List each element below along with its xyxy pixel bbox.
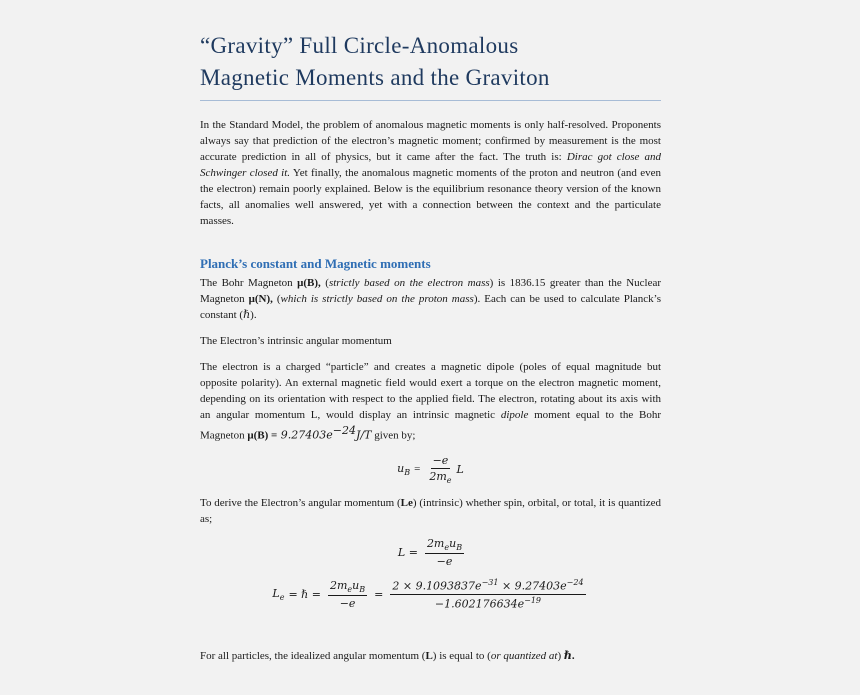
eq2-fraction xyxy=(425,537,464,568)
p1-e: ( xyxy=(272,293,281,305)
eq1-numerator: −e xyxy=(432,453,449,467)
p5-L: L xyxy=(425,650,433,663)
eq2-num-sub: e xyxy=(444,543,450,553)
p4-a: To derive the Electron’s angular momentum ( xyxy=(200,496,401,509)
eq3-f2-den-exp: −19 xyxy=(524,595,542,605)
eq2-lhs: L = xyxy=(397,545,418,559)
eq3-fraction-1 xyxy=(328,579,367,610)
eq3-f1-den: −e xyxy=(339,596,356,610)
eq3-f2-num-mid: × 9.27403e xyxy=(498,579,567,593)
eq3-lhs: L xyxy=(272,586,280,600)
equation-bohr-magneton xyxy=(200,454,661,485)
eq3-f1-num-b: u xyxy=(352,578,360,592)
p5-italic: or quantized at xyxy=(490,650,558,663)
p3-unit: J/T xyxy=(356,428,372,442)
eq2-num-b: u xyxy=(449,536,457,550)
eq1-fraction xyxy=(427,454,453,485)
eq3-f2-num: 2 × 9.1093837e xyxy=(392,579,482,593)
equation-angular-momentum xyxy=(200,537,661,568)
eq1-den-sub: e xyxy=(446,475,452,485)
p3-dipole: dipole xyxy=(500,409,529,421)
eq3-lhs-sub: e xyxy=(279,592,285,602)
bohr-magneton-symbol: μ(B), xyxy=(297,277,321,289)
eq3-f2-den: −1.602176634e xyxy=(434,597,525,611)
eq3-fraction-2 xyxy=(390,578,585,610)
page-title xyxy=(200,30,661,94)
title-line-1: “Gravity” Full Circle-Anomalous xyxy=(200,33,519,58)
p3-b: moment equal to the Bohr Magneton xyxy=(200,409,662,442)
eq1-lhs: u xyxy=(397,461,405,475)
p1-b: ( xyxy=(320,277,329,289)
paragraph-magnetons xyxy=(200,275,661,323)
eq2-num: 2m xyxy=(426,536,445,550)
nuclear-magneton-symbol: μ(N), xyxy=(248,293,273,305)
p3-a: The electron is a charged “particle” and creates a magnetic dipole (poles of equal magnitude but opposite polarity). An external magnetic field would exert a torque on the electron magnetic moment, depending on its orientation with respect to the applied field. The electron, rotating about its axis with an angular momentum L, would display an intrinsic magnetic xyxy=(200,361,661,421)
p1-d: ) is 1836.15 greater than the Nuclear Magneton xyxy=(200,277,662,305)
eq3-f1-num-b-sub: B xyxy=(359,584,366,594)
p4-L: Le xyxy=(400,496,413,509)
p5-d: ) xyxy=(557,650,564,663)
p3-exponent: −24 xyxy=(332,424,356,437)
intro-italic: Dirac got close and Schwinger closed it. xyxy=(200,151,662,179)
eq3-f2-num-exp: −31 xyxy=(481,578,499,588)
p3-value: 9.27403e xyxy=(277,428,333,442)
paragraph-idealized-angular-momentum xyxy=(200,648,661,664)
eq2-denominator: −e xyxy=(436,555,453,569)
p5-a: For all particles, the idealized angular momentum ( xyxy=(200,650,426,663)
p5-b: ) is equal to ( xyxy=(432,650,491,663)
paragraph-intrinsic-heading: The Electron’s intrinsic angular momentum xyxy=(200,335,392,347)
section-heading: Planck’s constant and Magnetic moments xyxy=(200,256,431,271)
eq3-f2-num-exp2: −24 xyxy=(566,578,584,588)
eq3-equals-hbar: = ℏ = xyxy=(288,587,321,601)
equation-numeric xyxy=(200,578,661,610)
eq1-rhs: L xyxy=(456,462,464,476)
eq1-equals: = xyxy=(414,463,421,476)
intro-text-a: In the Standard Model, the problem of anomalous magnetic moments is only half-resolved. Proponents always say that prediction of the electron’s magnetic moment; confirmed by measurement is the most accurate prediction in all of physics, but it came after the fact. The truth is: xyxy=(200,119,661,163)
eq2-num-b-sub: B xyxy=(456,543,463,553)
p1-italic-1: strictly based on the electron mass xyxy=(328,277,490,289)
p1-g: ). Each can be used to calculate Planck’s constant (ℏ). xyxy=(200,293,661,321)
p3-mu: μ(B) = xyxy=(247,429,278,442)
p1-italic-2: which is strictly based on the proton mass xyxy=(280,293,474,305)
p1-a: The Bohr Magneton xyxy=(200,277,298,289)
p5-hbar: ℏ. xyxy=(563,650,575,663)
eq3-f1-num-sub: e xyxy=(347,584,353,594)
p3-c: given by; xyxy=(371,429,416,442)
eq1-denominator: 2m xyxy=(429,469,447,483)
paragraph-derive-angular-momentum xyxy=(200,495,661,527)
intro-text-c: Yet finally, the anomalous magnetic moments of the proton and neutron (and even the electron) remain poorly explained. Below is the equilibrium resonance theory version of the known facts, all anomalies well answered, yet with a connection between the context and the particulate masses. xyxy=(200,167,662,227)
title-line-2: Magnetic Moments and the Graviton xyxy=(200,65,550,90)
paragraph-electron-dipole xyxy=(200,359,661,444)
eq1-lhs-sub: B xyxy=(404,467,411,477)
document-column xyxy=(200,30,661,664)
p4-b: ) (intrinsic) whether spin, orbital, or total, it is quantized as; xyxy=(200,496,661,525)
eq3-equals-2: = xyxy=(374,587,384,601)
title-underline xyxy=(200,100,661,101)
eq3-f1-num: 2m xyxy=(329,578,348,592)
intro-paragraph xyxy=(200,117,661,229)
